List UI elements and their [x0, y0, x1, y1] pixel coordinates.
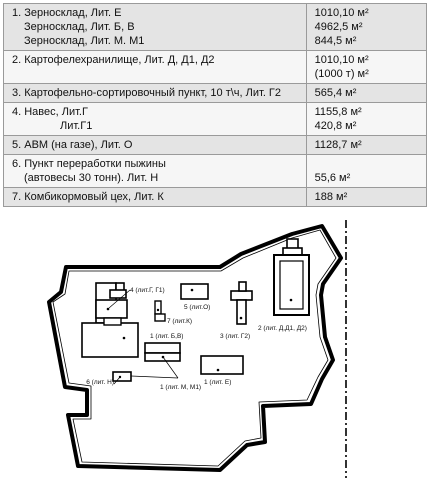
- facility-name: 3. Картофельно-сортировочный пункт, 10 т\ч, Лит. Г2: [12, 87, 282, 99]
- table-row: [4, 51, 427, 84]
- facility-area: (1000 т) м²: [314, 68, 369, 80]
- building-5-marker: [191, 289, 194, 292]
- facility-area-cell: [306, 51, 426, 84]
- facility-area: 188 м²: [314, 191, 348, 203]
- building-5: [181, 284, 208, 299]
- building-1-bv-marker: [123, 337, 126, 340]
- facility-area-cell: [306, 84, 426, 103]
- facility-name-cell: [4, 103, 307, 136]
- facility-name-cell: [4, 4, 307, 51]
- facility-name-cell: [4, 51, 307, 84]
- facility-name-cell: [4, 188, 307, 207]
- table-row: [4, 84, 427, 103]
- table-row: [4, 136, 427, 155]
- facilities-table: [3, 3, 427, 207]
- building-5-label: 5 (лит.О): [184, 304, 211, 311]
- building-3-marker: [240, 317, 243, 320]
- facility-area: 4962,5 м²: [314, 21, 363, 33]
- facility-area: 844,5 м²: [314, 35, 357, 47]
- facility-area-cell: [306, 188, 426, 207]
- table-row: [4, 188, 427, 207]
- facility-name-cell: [4, 136, 307, 155]
- facility-name: Лит.Г1: [60, 120, 93, 132]
- facility-name: 1. Зерносклад, Лит. Е: [12, 7, 122, 19]
- facility-name: 2. Картофелехранилище, Лит. Д, Д1, Д2: [12, 54, 215, 66]
- table-row: [4, 103, 427, 136]
- facility-area-cell: [306, 103, 426, 136]
- facility-name: 7. Комбикормовый цех, Лит. К: [12, 191, 164, 203]
- facility-area: 1010,10 м²: [314, 54, 369, 66]
- facility-name: 4. Навес, Лит.Г: [12, 106, 88, 118]
- building-7-label: 7 (лит.К): [167, 318, 193, 325]
- building-1-m: [145, 343, 180, 353]
- building-2-label: 2 (лит. Д,Д1, Д2): [258, 325, 307, 332]
- building-1-bv: [82, 323, 138, 357]
- building-4: [96, 283, 127, 323]
- building-1-e: [201, 356, 243, 374]
- building-7: [155, 301, 161, 314]
- building-1-e-label: 1 (лит. Е): [204, 379, 232, 386]
- building-2-marker: [290, 299, 293, 302]
- facility-name: Зерносклад, Лит. Б, В: [24, 21, 135, 33]
- facility-area: 420,8 м²: [314, 120, 357, 132]
- building-1-e-marker: [217, 369, 220, 372]
- facility-area-cell: [306, 136, 426, 155]
- facility-name: (автовесы 30 тонн). Лит. Н: [24, 172, 159, 184]
- building-2: [274, 239, 309, 315]
- facility-area: 1155,8 м²: [314, 106, 362, 118]
- building-6: [113, 372, 131, 381]
- site-plan: [0, 220, 431, 480]
- facility-area: 55,6 м²: [314, 172, 351, 184]
- facility-name: Зерносклад, Лит. М. М1: [24, 35, 145, 47]
- facility-name-cell: [4, 84, 307, 103]
- facility-name: 6. Пункт переработки пыжины: [12, 158, 166, 170]
- building-4-label: 4 (лит.Г, Г1): [130, 287, 165, 294]
- table-row: [4, 155, 427, 188]
- facility-area-cell: [306, 4, 426, 51]
- facility-area: 1010,10 м²: [314, 7, 369, 19]
- building-1-bv-annex: [104, 318, 121, 325]
- facility-area: 565,4 м²: [314, 87, 357, 99]
- building-7-marker: [157, 309, 159, 311]
- building-4-marker: [107, 308, 110, 311]
- facility-name: 5. АВМ (на газе), Лит. О: [12, 139, 133, 151]
- facility-area: 1128,7 м²: [314, 139, 362, 151]
- leader-line: [131, 376, 178, 378]
- building-6-label: 6 (лит. Н): [86, 379, 114, 386]
- facility-area-cell: [306, 155, 426, 188]
- building-1-bv-label: 1 (лит. Б,В): [150, 333, 184, 340]
- facility-name-cell: [4, 155, 307, 188]
- table-row: [4, 4, 427, 51]
- building-3-label: 3 (лит. Г2): [220, 333, 251, 340]
- building-7-annex: [155, 314, 165, 321]
- building-1-m-label: 1 (лит. М, М1): [160, 384, 202, 391]
